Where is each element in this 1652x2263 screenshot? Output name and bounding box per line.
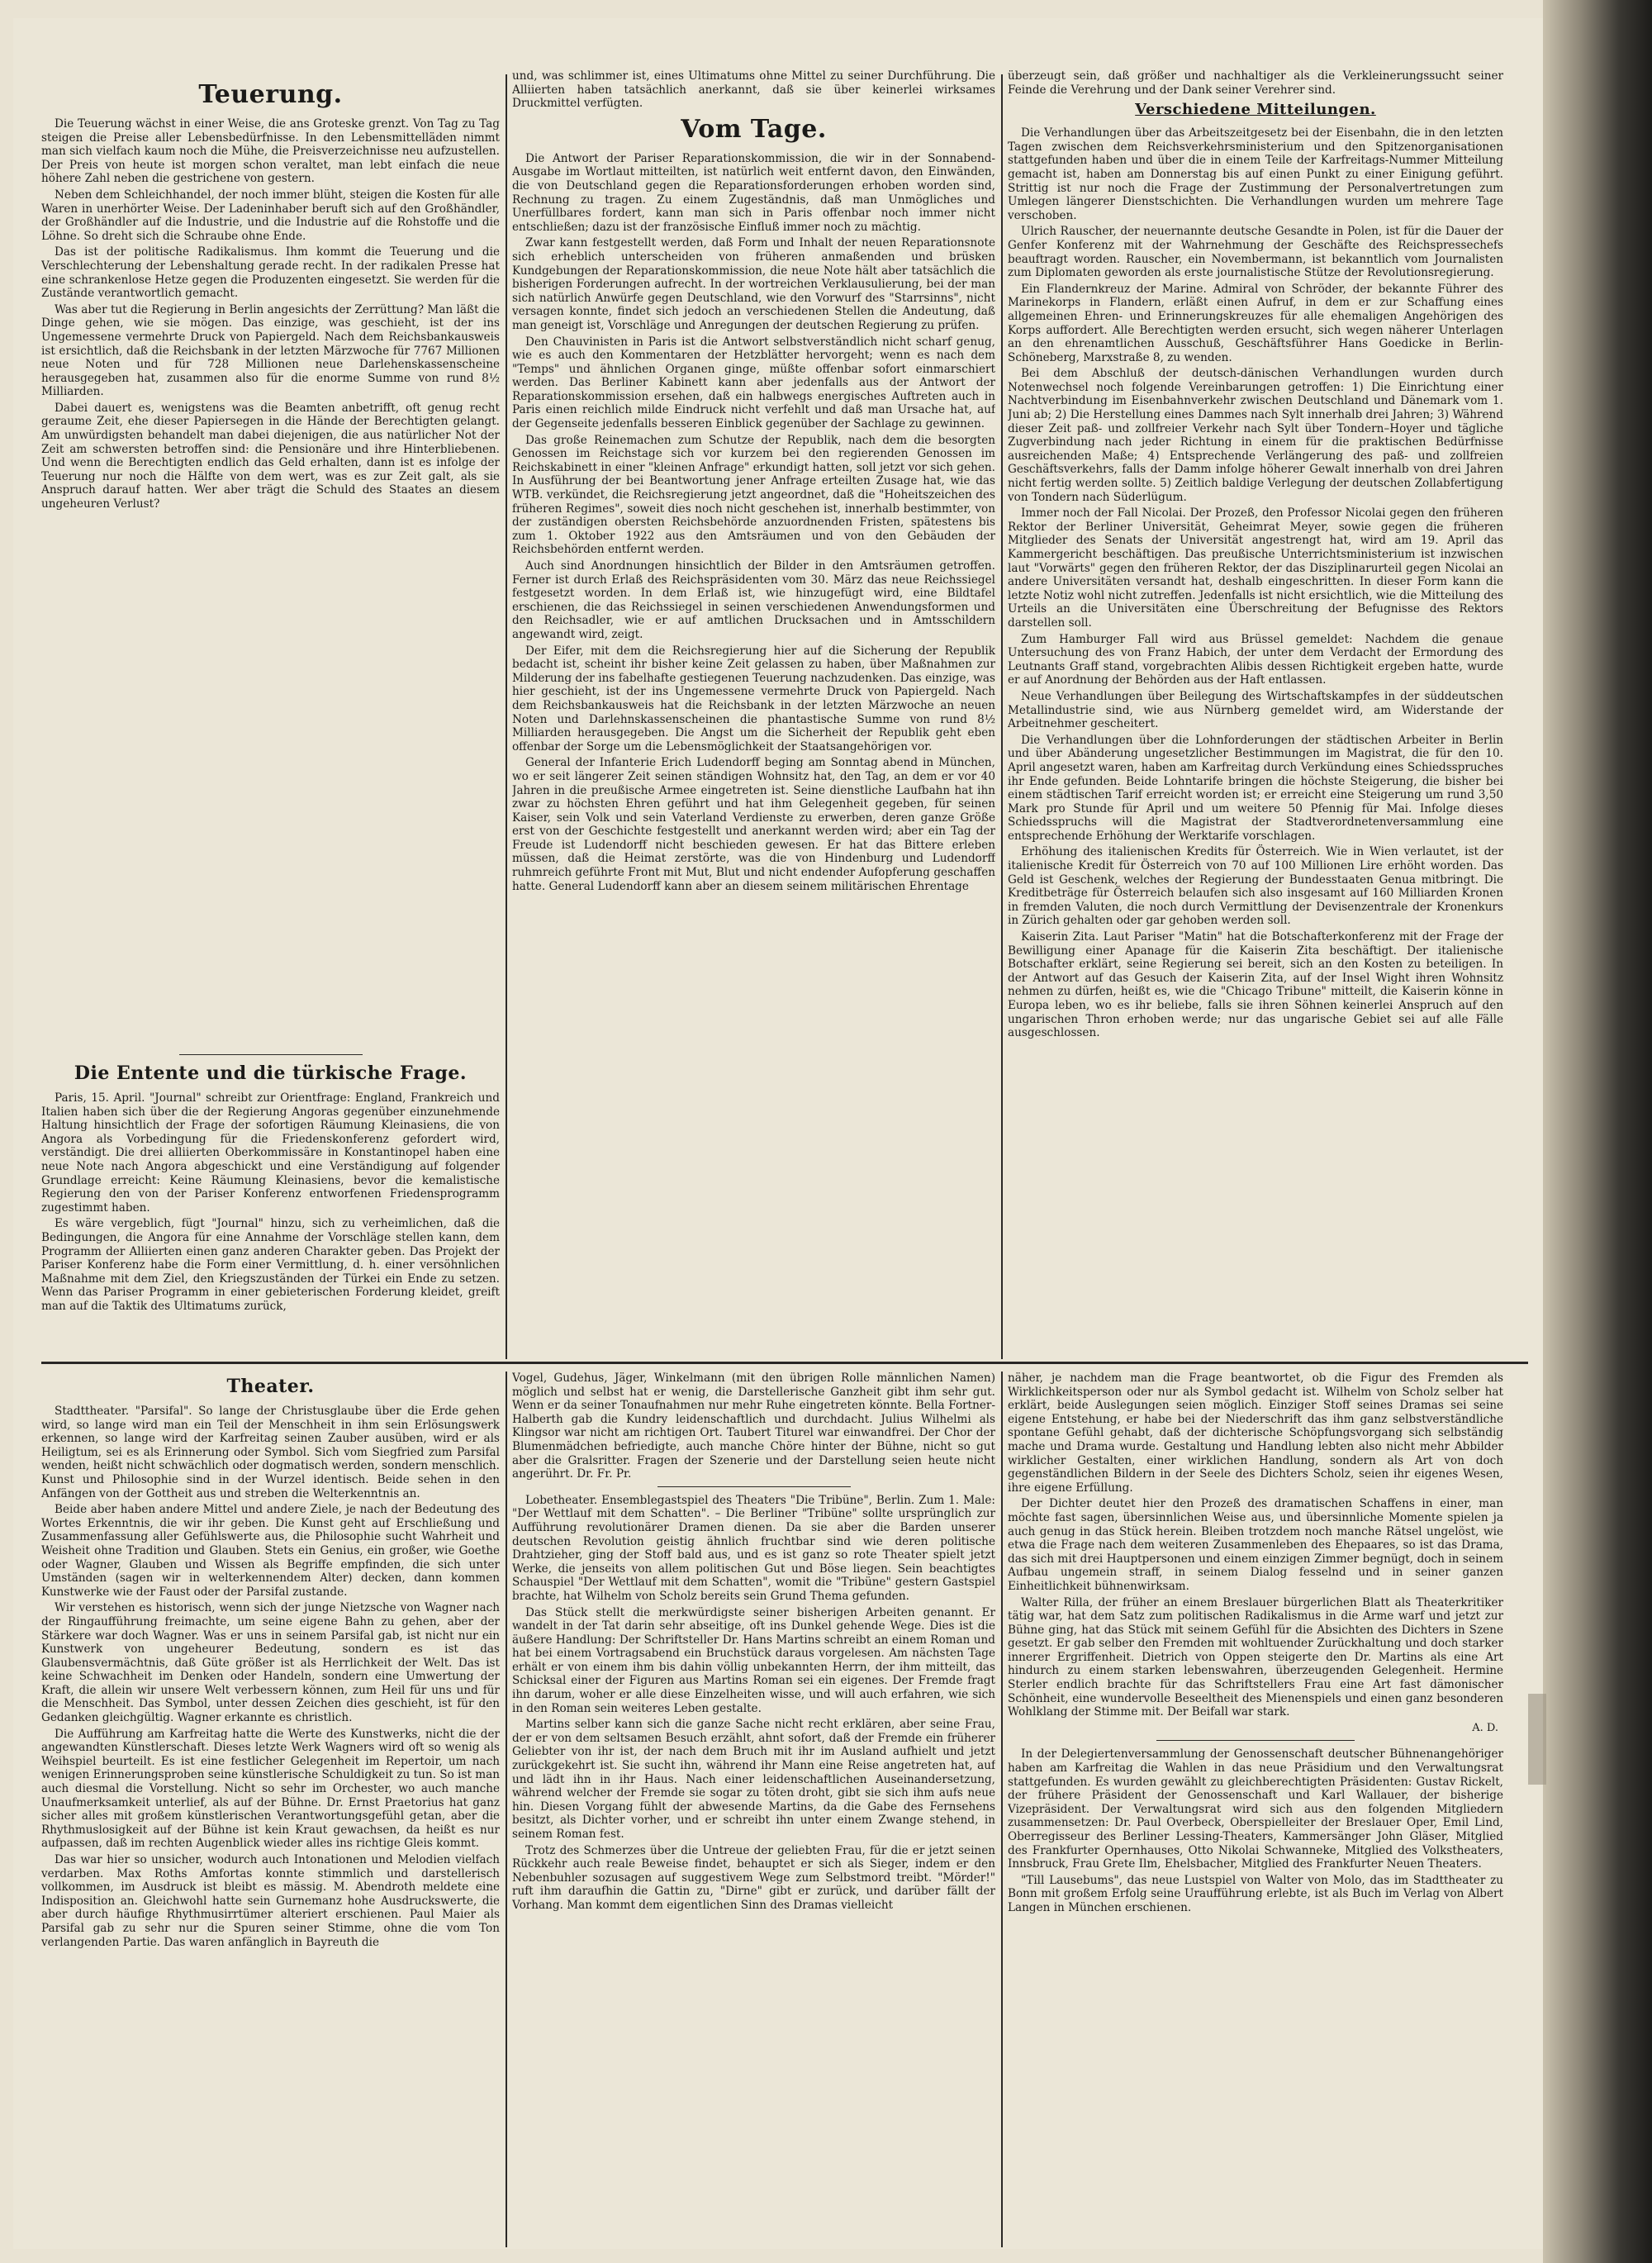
article-paragraph: Wir verstehen es historisch, wenn sich der junge Nietzsche von Wagner nach der Ringaufführung freimachte, um seine eigene Bahn zu gehen, aber der Stärkere war doch Wagner. Was er uns in seinem Parsifal gab, ist nicht nur ein Kunstwerk von ungeheurer Bedeutung, sondern es ist das Glaubensvermächtnis, daß Güte größer ist als Herrlichkeit der Welt. Das ist keine Schwachheit im Denken oder Handeln, sondern eine Umwertung der Kraft, die allein wir unsere Welt verbessern können, zum Heil für uns und für die Menschheit. Das Symbol, unter dessen Zeichen dies geschieht, ist für den Gedanken gleichgültig. Wagner erkannte es christlich.: [41, 1601, 500, 1725]
column-entente: [41, 1049, 500, 1359]
article-paragraph: Martins selber kann sich die ganze Sache nicht recht erklären, aber seine Frau, der er von dem seltsamen Besuch erzählt, ahnt sofort, daß der Fremde ein früherer Geliebter von ihr ist, der nach dem Bruch mit ihr im Ausland aufhielt und jetzt zurückgekehrt ist. Sie sucht ihn, während ihr Mann eine Reise angetreten hat, auf und lädt ihn in ihr Haus. Nach einer leidenschaftlichen Auseinandersetzung, während welcher der Fremde sie sogar zu töten droht, gibt sie sich ihm aufs neue hin. Diesen Vorgang fühlt der abwesende Martins, da die Gabe des Fernsehens besitzt, als Dichter vorher, und er schreibt ihn unter einem Zwange stehend, in seinem Roman fest.: [512, 1718, 995, 1841]
section-divider: [657, 1486, 851, 1487]
article-paragraph: Dabei dauert es, wenigstens was die Beamten anbetrifft, oft genug recht geraume Zeit, ehe dieser Papiersegen in die Hände der Berechtigten gelangt. Am unwürdigsten behandelt man dabei diejenigen, die aus natürlicher Not der Zeit am schwersten betroffen sind: die Pensionäre und ihre Hinterbliebenen. Und wenn die Berechtigten endlich das Geld erhalten, dann ist es infolge der Teuerung nur noch die Hälfte von dem wert, was es zur Zeit galt, als sie Anspruch darauf hatten. Wer aber trägt die Schuld des Staates an diesem ungeheuren Verlust?: [41, 401, 500, 511]
article-paragraph: Vogel, Gudehus, Jäger, Winkelmann (mit den übrigen Rolle männlichen Namen) möglich und selbst hat er wenig, die Darstellerische Ganzheit gibt ihm sehr gut. Wenn er da seiner Tonaufnahmen nur mehr Ruhe eingetreten könnte. Bella Fortner-Halberth gab die Kundry leidenschaftlich und durchdacht. Julius Wilhelmi als Klingsor war nicht am richtigen Ort. Taubert Titurel war einwandfrei. Der Chor der Blumenmädchen befriedigte, auch manche Chöre hinter der Bühne, nicht so gut aber die Gralsritter. Fragen der Szenerie und der Darstellung seien heute nicht angerührt. Dr. Fr. Pr.: [512, 1372, 995, 1481]
headline-vom-tage: Vom Tage.: [681, 114, 827, 144]
article-paragraph: Das Stück stellt die merkwürdigste seiner bisherigen Arbeiten genannt. Er wandelt in der Tat darin sehr abseitige, oft ins Dunkel gehende Wege. Dies ist die äußere Handlung: Der Schriftsteller Dr. Hans Martins schreibt an einem Roman und hat bei einem Vortragsabend ein Bruchstück daraus vorgelesen. Am nächsten Tage erhält er von einem ihm bis dahin völlig unbekannten Herrn, der ihm mitteilt, das Schicksal einer der Figuren aus Martins Roman sei ein eigenes. Der Fremde fragt ihn darum, woher er alle diese Einzelheiten wisse, und will auch erfahren, wie sich in den Roman sein weiteres Leben gestalte.: [512, 1605, 995, 1715]
article-paragraph: Trotz des Schmerzes über die Untreue der geliebten Frau, für die er jetzt seinen Rückkehr auch reale Beweise findet, behauptet er sich als Sieger, indem er den Nebenbuhler sozusagen auf suggestivem Wege zum Selbstmord treibt. "Mörder!" ruft ihm daraufhin die Gattin zu, "Dirne" gibt er zurück, und darüber fällt der Vorhang. Man kommt dem eigentlichen Sinn des Dramas vielleicht: [512, 1843, 995, 1912]
headline-theater: Theater.: [226, 1376, 315, 1397]
article-lead-in: überzeugt sein, daß größer und nachhaltiger als die Verkleinerungssucht seiner Feinde die Verehrung und der Dank seiner Verehrer sind.: [1008, 69, 1503, 97]
article-paragraph: näher, je nachdem man die Frage beantwortet, ob die Figur des Fremden als Wirklichkeitsperson oder nur als Symbol gedacht ist. Wilhelm von Scholz selber hat erklärt, beide Auslegungen seien möglich. Einziger Stoff seines Dramas sei seine eigene Entstehung, er habe bei der Niederschrift das ihm ganz selbstverständliche spontane Gefühl gehabt, daß der dichterische Schöpfungsvorgang sich selbständig mache und Drama wurde. Gestaltung und Handlung lebten also nicht mehr Abbilder wirklicher Gestalten, einer wirklichen Handlung, sondern als Art von doch gegenständlichen Bildern in der Seele des Dichters Scholz, seien ihr eigenes Wesen, ihre eigene Erfüllung.: [1008, 1372, 1503, 1495]
article-paragraph: Beide aber haben andere Mittel und andere Ziele, je nach der Bedeutung des Wortes Erkenntnis, die wir ihr geben. Die Kunst geht auf Erschließung und Zusammenfassung aller Gefühlswerte aus, die Philosophie sucht Wahrheit und Weisheit ohne Tradition und Glauben. Stets ein Genius, ein großer, wie Goethe oder Wagner, Glauben und Wissen als Begriffe empfinden, die sich unter Umständen (sagen wir in welterkennendem Alter) decken, dann kommen Kunstwerke wie der Faust oder der Parsifal zustande.: [41, 1503, 500, 1599]
article-paragraph: Ein Flandernkreuz der Marine. Admiral von Schröder, der bekannte Führer des Marinekorps in Flandern, erläßt einen Aufruf, in dem er zur Schaffung eines allgemeinen Ehren- und Erinnerungskreuzes für alle ehemaligen Angehörigen des Korps auffordert. Alle Berechtigten werden ersucht, sich wegen näherer Unterlagen an den ehrenamtlichen Ausschuß, Geschäftsführer Hans Goedicke in Berlin-Schöneberg, Marxstraße 8, zu wenden.: [1008, 282, 1503, 364]
article-paragraph: Das große Reinemachen zum Schutze der Republik, nach dem die besorgten Genossen im Reichstage sich vor kurzem bei den regierenden Genossen im Reichskabinett in einer "kleinen Anfrage" erkundigt hatten, soll jetzt vor sich gehen. In Ausführung der bei Beantwortung jener Anfrage erteilten Zusage hat, wie das WTB. verkündet, die Reichsregierung jetzt angeordnet, daß die "Hoheitszeichen des früheren Regimes", soweit dies noch nicht geschehen ist, innerhalb bestimmter, von der zuständigen obersten Reichsbehörde anzuordnenden Fristen, spätestens bis zum 1. Oktober 1922 aus den Amtsräumen und von den Gebäuden der Reichsbehörden entfernt werden.: [512, 433, 995, 557]
article-paragraph: Stadttheater. "Parsifal". So lange der Christusglaube über die Erde gehen wird, so lange wird man ein Teil der Menschheit in ihm sein Erlösungswerk erkennen, so lange wird der Karfreitag seinen Zauber ausüben, wird er als Heiligtum, sei es als Erinnerung oder Symbol. Sich vom Siegfried zum Parsifal wenden, heißt nicht schwächlich oder dogmatisch werden, sondern menschlich. Kunst und Philosophie sind in der Wurzel identisch. Beide sehen in den Anfängen von der Gottheit aus und streben die Welterkenntnis an.: [41, 1405, 500, 1500]
column-mitteilungen: [1008, 69, 1503, 1358]
article-paragraph: Auch sind Anordnungen hinsichtlich der Bilder in den Amtsräumen getroffen. Ferner ist durch Erlaß des Reichspräsidenten vom 30. März das neue Reichssiegel festgesetzt worden. In dem Erlaß ist, wie hinzugefügt wird, eine Bildtafel erschienen, die das Reichssiegel in seinen verschiedenen Anwendungsformen und den Reichsadler, wie er auf amtlichen Drucksachen und in Amtsschildern angewandt wird, zeigt.: [512, 559, 995, 641]
article-paragraph: Die Verhandlungen über das Arbeitszeitgesetz bei der Eisenbahn, die in den letzten Tagen zwischen dem Reichsverkehrsministerium und den Spitzenorganisationen stattgefunden haben und über die in einem Teile der Karfreitags-Nummer Mitteilung gemacht ist, haben am Donnerstag bis auf einen Punkt zu einer Einigung geführt. Strittig ist nur noch die Frage der Zustimmung der Personalvertretungen zum Umlegen längerer Dienstschichten. Die Verhandlungen wurden um mehrere Tage verschoben.: [1008, 126, 1503, 222]
article-paragraph: Das war hier so unsicher, wodurch auch Intonationen und Melodien vielfach verdarben. Max Roths Amfortas konnte stimmlich und darstellerisch vollkommen, im Ausdruck ist bleibt es mässig. M. Abendroth meldete eine Indisposition an. Gleichwohl hatte sein Gurnemanz hohe Ausdruckswerte, die aber durch häufige Rhythmusirrtümer alteriert erschienen. Paul Maier als Parsifal gab zu sehr nur die Spuren seiner Stimme, ohne die vom Ton verlangenden Partie. Das waren anfänglich in Bayreuth die: [41, 1853, 500, 1949]
article-paragraph: Bei dem Abschluß der deutsch-dänischen Verhandlungen wurden durch Notenwechsel noch folgende Vereinbarungen getroffen: 1) Die Einrichtung einer Nachtverbindung im Eisenbahnverkehr zwischen Deutschland und Dänemark vom 1. Juni ab; 2) Die Herstellung eines Dammes nach Sylt innerhalb drei Jahren; 3) Während dieser Zeit paß- und zollfreier Verkehr nach Sylt über Tondern–Hoyer und tägliche Zugverbindung nach jeder Richtung in einem für die praktischen Bedürfnisse ausreichenden Maße; 4) Entsprechende Verlängerung des paß- und zollfreien Geschäftsverkehrs, falls der Damm infolge höherer Gewalt innerhalb von drei Jahren nicht fertig werden sollte. 5) Zeitlich baldige Verlegung der deutschen Zollabfertigung von Tondern nach Süderlügum.: [1008, 367, 1503, 504]
article-paragraph: Zwar kann festgestellt werden, daß Form und Inhalt der neuen Reparationsnote sich erheblich unterscheiden von früheren anmaßenden und brüsken Kundgebungen der Reparationskommission, die neue Note hält aber tatsächlich die bisherigen Forderungen aufrecht. In der wortreichen Verklausulierung, bei der man sich natürlich Anwürfe gegen Deutschland, wie den Vorwurf des "Starrsinns", nicht versagen konnte, findet sich jedoch an verschiedenen Stellen die Andeutung, daß man geneigt ist, Vorschläge und Anregungen der deutschen Regierung zu prüfen.: [512, 236, 995, 332]
article-paragraph: Lobetheater. Ensemblegastspiel des Theaters "Die Tribüne", Berlin. Zum 1. Male: "Der Wettlauf mit dem Schatten". – Die Berliner "Tribüne" sollte ursprünglich zur Aufführung revolutionärer Dramen dienen. Da sie aber die Barden unserer deutschen Revolution geistig ähnlich fruchtbar sind wie deren politische Drahtzieher, ging der Stoff bald aus, und es ist ganz so rote Theater spielt jetzt Werke, die jenseits von allem politischen Gut und Böse liegen. Sein beachtigtes Schauspiel "Der Wettlauf mit dem Schatten", womit die "Tribüne" gestern Gastspiel brachte, hat Wilhelm von Scholz bereits sein Grund Thema gefunden.: [512, 1493, 995, 1603]
page-binding-edge: [1543, 0, 1652, 2263]
article-paragraph: Kaiserin Zita. Laut Pariser "Matin" hat die Botschafterkonferenz mit der Frage der Bewilligung einer Apanage für die Kaiserin Zita beschäftigt. Der italienische Botschafter erklärt, seine Regierung sei bereit, sich an den Kosten zu beteiligen. In der Antwort auf das Gesuch der Kaiserin Zita, auf der Insel Wight ihren Wohnsitz nehmen zu dürfen, heißt es, wie die "Chicago Tribune" mitteilt, die Kaiserin könne in Europa leben, wo es ihr beliebe, falls sie ihren Söhnen keinerlei Anspruch auf den ungarischen Thron erhoben werde; nur das ungarische Gebiet sei auf alle Fälle ausgeschlossen.: [1008, 930, 1503, 1040]
article-paragraph: "Till Lausebums", das neue Lustspiel von Walter von Molo, das im Stadttheater zu Bonn mit großem Erfolg seine Uraufführung erlebte, ist als Buch im Verlag von Albert Langen in München erschienen.: [1008, 1873, 1503, 1914]
article-paragraph: Der Dichter deutet hier den Prozeß des dramatischen Schaffens in einer, man möchte fast sagen, übersinnlichen Weise aus, und übersinnliche Momente spielen ja auch genug in das Stück herein. Bleiben trotzdem noch manche Rätsel ungelöst, wie etwa die Frage nach dem weiteren Zusammenleben des Ehepaares, so ist das Drama, das sich mit drei Hauptpersonen und einem einzigen Zimmer begnügt, doch in seinem Aufbau ungemein straff, in seinem Dialog fesselnd und in seiner ganzen Einheitlichkeit bühnenwirksam.: [1008, 1497, 1503, 1593]
article-paragraph: Die Verhandlungen über die Lohnforderungen der städtischen Arbeiter in Berlin und über Abänderung ungesetzlicher Bestimmungen im Magistrat, die für den 10. April angesetzt waren, haben am Karfreitag durch Verkündung eines Schiedsspruches ihr Ende gefunden. Beide Lohntarife bringen die höchste Steigerung, die bisher bei einem städtischen Tarif erreicht worden ist; er erreicht eine Steigerung um rund 3,50 Mark pro Stunde für April und um weitere 50 Pfennig für Mai. Infolge dieses Schiedsspruchs will die Magistrat der Stadtverordnetenversammlung eine entsprechende Erhöhung der Werktarife vorschlagen.: [1008, 733, 1503, 843]
headline-entente: Die Entente und die türkische Frage.: [74, 1063, 468, 1084]
column-rule-3: [506, 1372, 507, 2247]
article-paragraph: In der Delegiertenversammlung der Genossenschaft deutscher Bühnenangehöriger haben am Karfreitag die Wahlen in das neue Präsidium und den Verwaltungsrat stattgefunden. Es wurden gewählt zu gleichberechtigten Präsidenten: Gustav Rickelt, der frühere Präsident der Genossenschaft und Karl Wallauer, der bisherige Vizepräsident. Der Verwaltungsrat wird sich aus den folgenden Mitgliedern zusammensetzen: Dr. Paul Overbeck, Oberspielleiter der Breslauer Oper, Emil Lind, Oberregisseur des Berliner Lessing-Theaters, Kammersänger John Gläser, Mitglied des Frankfurter Opernhauses, Otto Nikolai Schwanneke, Mitglied des Volkstheaters, Innsbruck, Frau Grete Ilm, Ehelsbacher, Mitglied des Frankfurter Neuen Theaters.: [1008, 1747, 1503, 1871]
article-paragraph: Der Eifer, mit dem die Reichsregierung hier auf die Sicherung der Republik bedacht ist, scheint ihr bisher keine Zeit gelassen zu haben, über Maßnahmen zur Milderung der ins fabelhafte gestiegenen Teuerung nachzudenken. Das einzige, was hier geschieht, ist der ins Ungemessene vermehrte Druck von Papiergeld. Nach dem Reichsbankausweis hat die Reichsbank in der letzten Märzwoche an neuen Noten und Darlehnskassenscheinen die phantastische Summe von rund 8½ Milliarden herausgegeben. Die Angst um die Sicherheit der Republik geht eben offenbar der Sorge um die Lebensmöglichkeit der Staatsangehörigen vor.: [512, 644, 995, 754]
author-signature: A. D.: [1472, 1721, 1498, 1734]
section-divider: [179, 1054, 363, 1055]
article-paragraph: Neue Verhandlungen über Beilegung des Wirtschaftskampfes in der süddeutschen Metallindustrie sind, wie aus Nürnberg gemeldet wird, am Widerstande der Arbeitnehmer gescheitert.: [1008, 689, 1503, 731]
column-rule-2: [1001, 74, 1003, 1359]
article-paragraph: Den Chauvinisten in Paris ist die Antwort selbstverständlich nicht scharf genug, wie es auch den Kommentaren der Hetzblätter hervorgeht; wenn es nach dem "Temps" und ähnlichen Organen ginge, müßte offenbar sofort einmarschiert werden. Das Berliner Kabinett kann aber jedenfalls aus der Antwort der Reparationskommission ersehen, daß ein halbwegs energisches Auftreten auch in Paris einen reichlich milde Eindruck nicht verfehlt und daß man Ursache hat, auf der Gegenseite jedenfalls besseren Einblick gegenüber der Sachlage zu gewinnen.: [512, 335, 995, 431]
feuilleton-middle: [512, 1372, 995, 2243]
article-paragraph: Das ist der politische Radikalismus. Ihm kommt die Teuerung und die Verschlechterung der Lebenshaltung gerade recht. In der radikalen Presse hat eine schrankenlose Hetze gegen die Produzenten eingesetzt. Sie werden für die Zustände verantwortlich gemacht.: [41, 245, 500, 301]
article-paragraph: Ulrich Rauscher, der neuernannte deutsche Gesandte in Polen, ist für die Dauer der Genfer Konferenz mit der Wahrnehmung der Geschäfte des Reichspressechefs beauftragt worden. Rauscher, ein Novembermann, ist bekanntlich vom Journalisten zum Diplomaten geworden als erste journalistische Stütze der Revolutionsregierung.: [1008, 225, 1503, 280]
column-teuerung: [41, 76, 500, 1043]
article-paragraph: Erhöhung des italienischen Kredits für Österreich. Wie in Wien verlautet, ist der italienische Kredit für Österreich von 70 auf 100 Millionen Lire erhöht worden. Das Geld ist Geschenk, welches der Regierung der Bundesstaaten Genua mitbringt. Die Kreditbeträge für Österreich belaufen sich also insgesamt auf 160 Milliarden Kronen in fremden Valuten, die noch durch Vermittlung der Devisenzentrale der Kronenkurs in Zürich gehalten oder gar gehoben werden soll.: [1008, 845, 1503, 928]
article-paragraph: Immer noch der Fall Nicolai. Der Prozeß, den Professor Nicolai gegen den früheren Rektor der Berliner Universität, Geheimrat Meyer, sowie gegen die früheren Mitglieder des Senats der Universität angestrengt hat, wird am 19. April das Kammergericht beschäftigen. Das preußische Unterrichtsministerium ist inzwischen laut "Vorwärts" gegen den früheren Rektor, der das Disziplinarurteil gegen Nicolai an andere Universitäten versandt hat, deshalb eingeschritten. In dieser Form kann die letzte Notiz wohl nicht zutreffen. Jedenfalls ist nicht ersichtlich, wie die Mitteilung des Urteils an die Universitäten eine Überschreitung der Befugnisse des Rektors darstellen soll.: [1008, 506, 1503, 630]
column-rule-1: [506, 74, 507, 1359]
article-paragraph: Was aber tut die Regierung in Berlin angesichts der Zerrüttung? Man läßt die Dinge gehen, wie sie mögen. Das einzige, was geschieht, ist der ins Ungemessene vermehrte Druck von Papiergeld. Nach dem Reichsbankausweis ist ersichtlich, daß die Reichsbank in der letzten Märzwoche für 7767 Millionen neue Noten und für 728 Millionen neue Darlehenskassenscheine herausgegeben hat, zusammen also für die enorme Summe von rund 8½ Milliarden.: [41, 302, 500, 399]
headline-teuerung: Teuerung.: [198, 80, 343, 109]
article-paragraph: General der Infanterie Erich Ludendorff beging am Sonntag abend in München, wo er seit längerer Zeit seinen ständigen Wohnsitz hat, den Tag, an dem er vor 40 Jahren in die preußische Armee eingetreten ist. Seine dienstliche Laufbahn hat ihn zwar zu höchsten Ehren geführt und hat ihm Gelegenheit gegeben, für seinen Kaiser, sein Volk und sein Vaterland Verdienste zu erwerben, deren ganze Größe erst von der Geschichte festgestellt und anerkannt werden wird; aber ein Tag der Freude ist Ludendorff nicht beschieden gewesen. Er hat das Bittere erleben müssen, daß die Heimat zerstörte, was die von Hindenburg und Ludendorff ruhmreich geführte Front mit Mut, Blut und nicht endender Aufopferung geschaffen hatte. General Ludendorff kann aber an diesem seinem militärischen Ehrentage: [512, 756, 995, 893]
article-paragraph: Die Teuerung wächst in einer Weise, die ans Groteske grenzt. Von Tag zu Tag steigen die Preise aller Lebensbedürfnisse. In den Lebensmittelläden nimmt man sich vielfach kaum noch die Mühe, die Preisverzeichnisse neu aufzustellen. Der Preis von heute ist morgen schon veraltet, man lebt einfach die neue höhere Zahl neben die gestrichene von gestern.: [41, 117, 500, 186]
headline-mitteilungen: Verschiedene Mitteilungen.: [1135, 101, 1376, 119]
feuilleton-right: [1008, 1372, 1503, 2243]
feuilleton-rule: [41, 1362, 1528, 1364]
article-paragraph: Walter Rilla, der früher an einem Breslauer bürgerlichen Blatt als Theaterkritiker tätig war, hat dem Satz zum politischen Radikalismus in die Arme warf und jetzt zur Bühne ging, hat das Stück mit seinem Gefühl für die Absichten des Dichters in Szene gesetzt. Er gab selber den Fremden mit wohltuender Zurückhaltung und doch starker innerer Ergriffenheit. Dietrich von Oppen steigerte den Dr. Martins als eine Art hindurch zu einem starken lebenswahren, überzeugenden Gelegenheit. Hermine Sterler endlich brachte für das Schriftstellers Frau eine Art fast dämonischer Schönheit, eine wundervolle Beseeltheit des Mienenspiels und einen ganz besonderen Wohlklang der Stimme mit. Der Beifall war stark.: [1008, 1595, 1503, 1719]
section-divider: [1156, 1740, 1355, 1741]
article-paragraph: Die Aufführung am Karfreitag hatte die Werte des Kunstwerks, nicht die der angewandten Künstlerschaft. Dieses letzte Werk Wagners wird oft so wenig als Weihspiel beurteilt. Es ist eine festlicher Gelegenheit im Repertoir, um nach wenigen Erinnerungsproben seine künstlerische Schuldigkeit zu tun. So ist man auch diesmal die Vorstellung. Nicht so sehr im Orchester, wo auch manche Unaufmerksamkeit unterlief, als auf der Bühne. Dr. Ernst Praetorius hat ganz sicher alles mit großem künstlerischen Verantwortungsgefühl getan, aber die Rhythmuslosigkeit auf der Bühne ist kein Kraut gewachsen, da heißt es nur aufpassen, daß im rechten Augenblick wieder alles ins richtige Gleis kommt.: [41, 1727, 500, 1851]
article-lead-in: und, was schlimmer ist, eines Ultimatums ohne Mittel zu seiner Durchführung. Die Alliierten haben tatsächlich anerkannt, daß sie über keinerlei wirksames Druckmittel verfügten.: [512, 69, 995, 111]
article-paragraph: Paris, 15. April. "Journal" schreibt zur Orientfrage: England, Frankreich und Italien haben sich über die der Regierung Angoras gegenüber einzunehmende Haltung hinsichtlich der Frage der sofortigen Räumung Kleinasiens, die von Angora als Vorbedingung für die Friedenskonferenz gefordert wird, verständigt. Die drei alliierten Oberkommissäre in Konstantinopel haben eine neue Note nach Angora abgeschickt und eine Verständigung auf folgender Grundlage erreicht: Keine Räumung Kleinasiens, bevor die kemalistische Regierung den von der Pariser Konferenz entworfenen Friedensprogramm zugestimmt haben.: [41, 1091, 500, 1215]
article-paragraph: Zum Hamburger Fall wird aus Brüssel gemeldet: Nachdem die genaue Untersuchung des von Franz Habich, der unter dem Verdacht der Ermordung des Leutnants Graff stand, vorgebrachten Alibis dessen Richtigkeit ergeben hatte, wurde er auf Anordnung der Behörden aus der Haft entlassen.: [1008, 632, 1503, 687]
feuilleton-theater: [41, 1372, 500, 2243]
article-paragraph: Die Antwort der Pariser Reparationskommission, die wir in der Sonnabend-Ausgabe im Wortlaut mitteilten, ist natürlich weit entfernt davon, den Einwänden, die von Deutschland gegen die Reparationsforderungen erhoben worden sind, Rechnung zu tragen. Zu einem Zugeständnis, daß man Unmögliches und Unerfüllbares fordert, kann man sich in Paris offenbar noch immer nicht entschließen; dazu ist der französische Einfluß immer noch zu mächtig.: [512, 151, 995, 234]
column-vom-tage: [512, 69, 995, 1358]
article-paragraph: Neben dem Schleichhandel, der noch immer blüht, steigen die Kosten für alle Waren in unerhörter Weise. Der Ladeninhaber beruft sich auf den Großhändler, der Großhändler auf die Industrie, und die Industrie auf die Rohstoffe und die Löhne. So dreht sich die Schraube ohne Ende.: [41, 188, 500, 243]
margin-stamp: [1528, 1694, 1546, 1785]
column-rule-4: [1001, 1372, 1003, 2247]
article-paragraph: Es wäre vergeblich, fügt "Journal" hinzu, sich zu verheimlichen, daß die Bedingungen, die Angora für eine Annahme der Vorschläge stellen kann, dem Programm der Alliierten einen ganz anderen Charakter geben. Das Projekt der Pariser Konferenz habe die Form einer Vermittlung, d. h. einer versöhnlichen Maßnahme mit dem Ziel, den Kriegszuständen der Türkei ein Ende zu setzen. Wenn das Pariser Programm in einer gebieterischen Forderung kleidet, greift man auf die Taktik des Ultimatums zurück,: [41, 1217, 500, 1313]
